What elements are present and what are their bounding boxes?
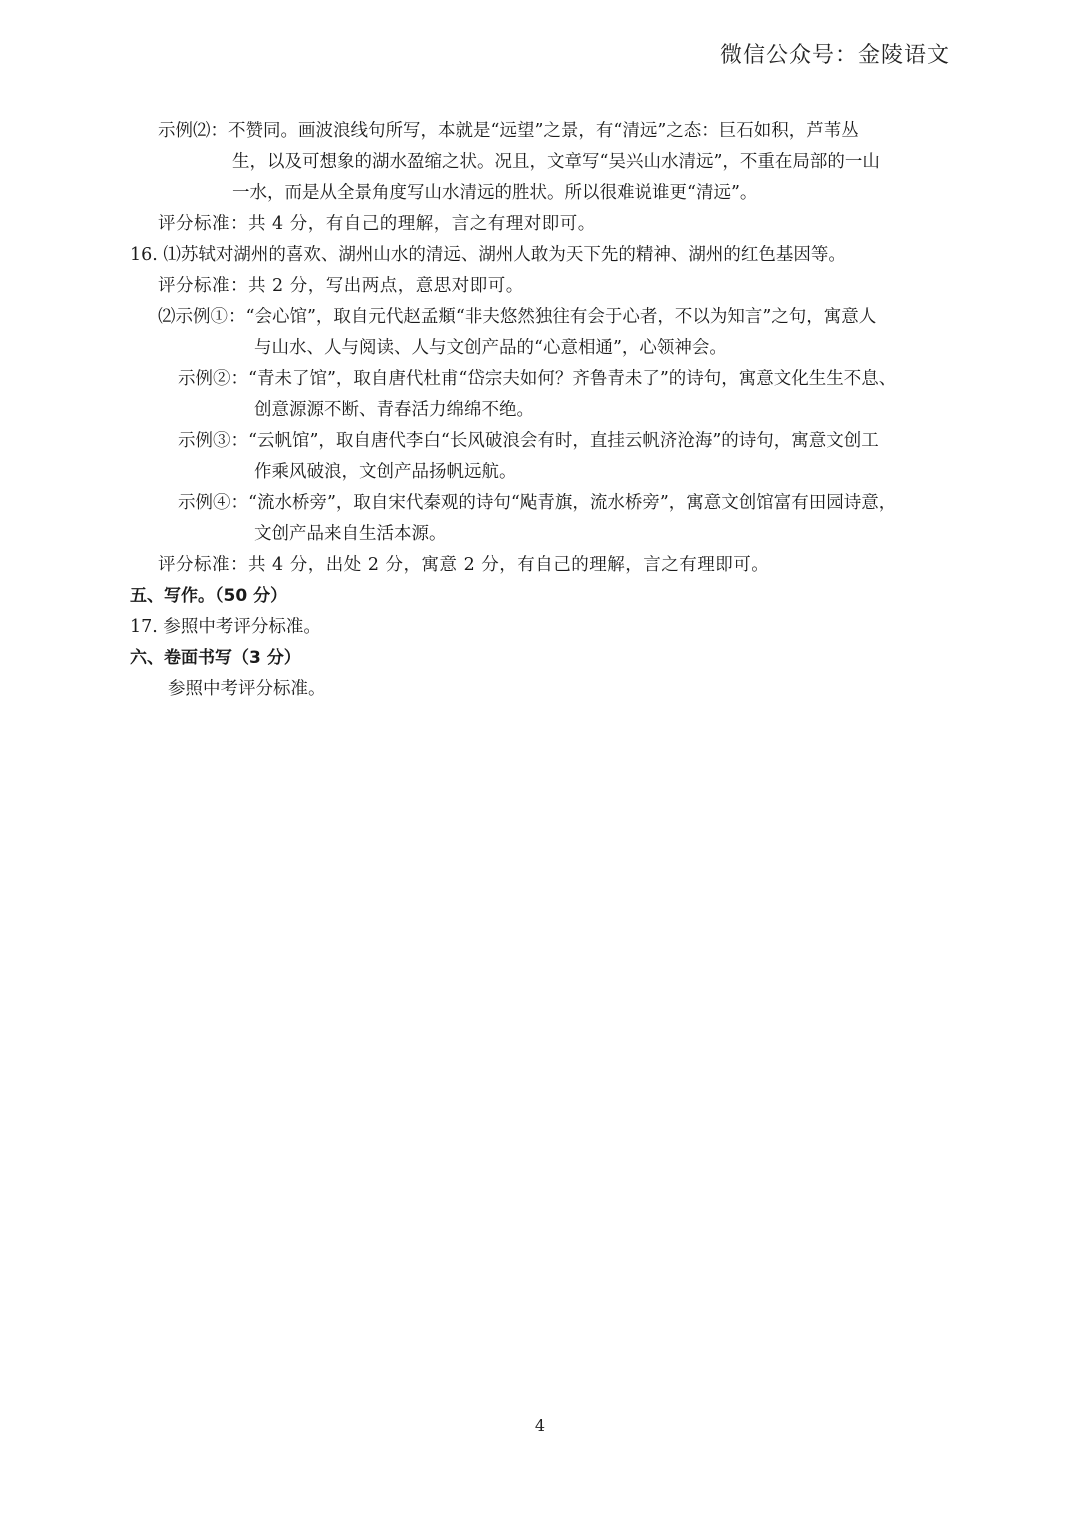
scoring-criteria-16-2: 评分标准：共 4 分，出处 2 分，寓意 2 分，有自己的理解，言之有理即可。: [158, 555, 770, 575]
section-5-title: 五、写作。（50 分）: [130, 586, 288, 606]
q16-part1: 16. ⑴苏轼对湖州的喜欢、湖州山水的清远、湖州人敢为天下先的精神、湖州的红色基因等。: [130, 245, 846, 265]
source-note: 微信公众号：金陵语文: [719, 43, 950, 68]
q16-example4-line2: 文创产品来自生活本源。: [254, 524, 447, 544]
q16-example4-line1: 示例④：“流水桥旁”，取自宋代秦观的诗句“飐青旗，流水桥旁”，寓意文创馆富有田园诗意，: [178, 493, 897, 513]
section-6-text: 参照中考评分标准。: [168, 679, 326, 699]
page-number: 4: [534, 1416, 546, 1435]
answer-key-content: [130, 116, 952, 705]
q16-example3-line2: 作乘风破浪，文创产品扬帆远航。: [254, 462, 517, 482]
q15-example2-line2: 生，以及可想象的湖水盈缩之状。况且，文章写“吴兴山水清远”，不重在局部的一山: [232, 152, 880, 172]
section-6-title: 六、卷面书写（3 分）: [130, 648, 301, 668]
scoring-criteria-15: 评分标准：共 4 分，有自己的理解，言之有理对即可。: [158, 214, 596, 234]
q16-example2-line2: 创意源源不断、青春活力绵绵不绝。: [254, 400, 534, 420]
q17-answer: 17. 参照中考评分标准。: [130, 617, 321, 637]
q16-example1-line2: 与山水、人与阅读、人与文创产品的“心意相通”，心领神会。: [254, 338, 727, 358]
q15-example2-line3: 一水，而是从全景角度写山水清远的胜状。所以很难说谁更“清远”。: [232, 183, 758, 203]
q15-example2-line1: 示例⑵：不赞同。画波浪线句所写，本就是“远望”之景，有“清远”之态：巨石如积，芦苇丛: [158, 121, 859, 141]
q16-example2-line1: 示例②：“青未了馆”，取自唐代杜甫“岱宗夫如何？齐鲁青未了”的诗句，寓意文化生生不息、: [178, 369, 897, 389]
scoring-criteria-16-1: 评分标准：共 2 分，写出两点，意思对即可。: [158, 276, 524, 296]
q16-example3-line1: 示例③：“云帆馆”，取自唐代李白“长风破浪会有时，直挂云帆济沧海”的诗句，寓意文创工: [178, 431, 879, 451]
q16-example1-line1: ⑵示例①：“会心馆”，取自元代赵孟頫“非夫悠然独往有会于心者，不以为知言”之句，寓意人: [158, 307, 877, 327]
